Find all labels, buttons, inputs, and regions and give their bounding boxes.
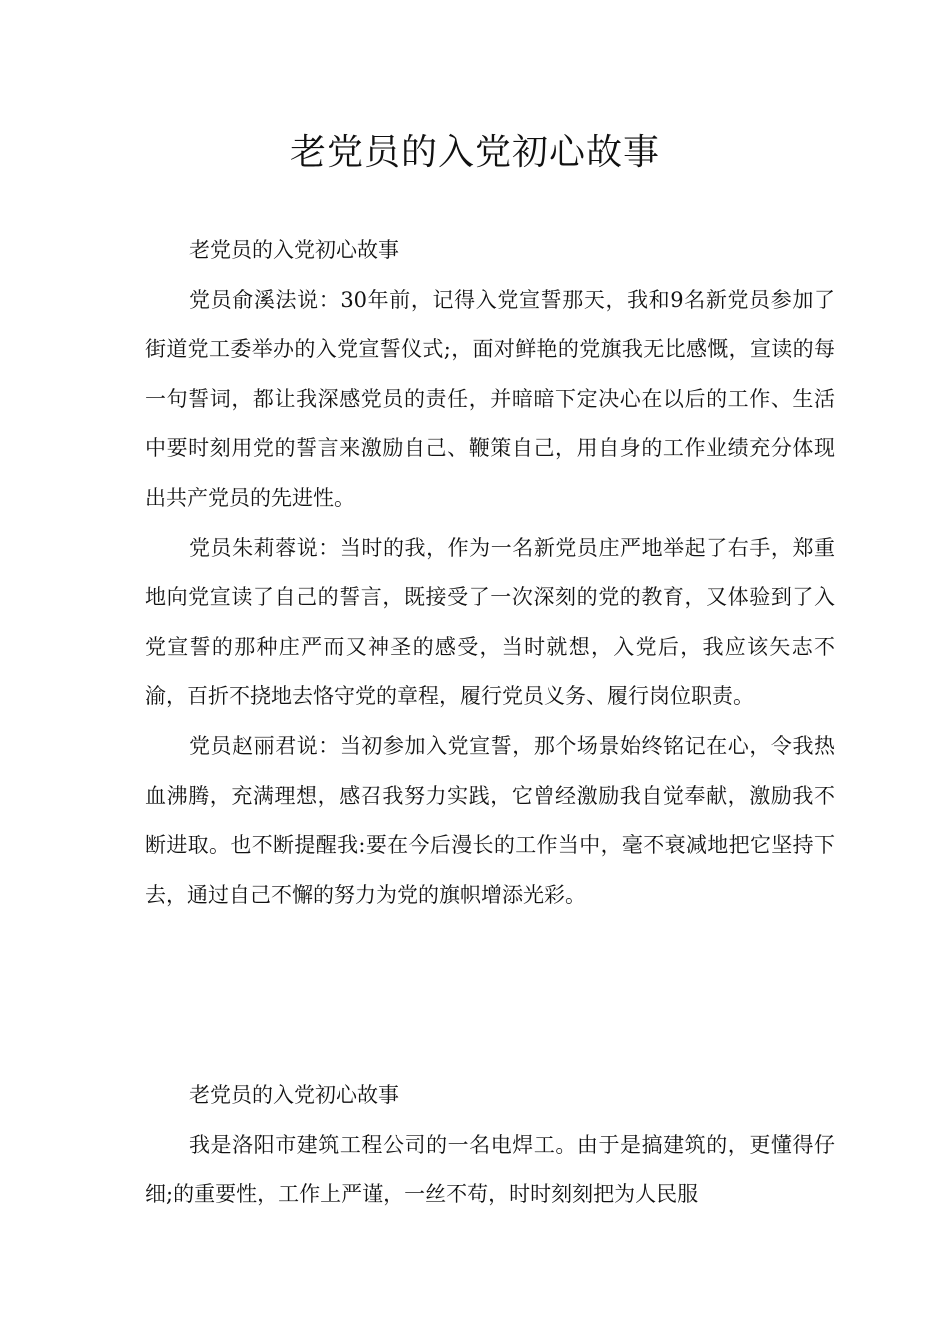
paragraph-zhao-lijun: 党员赵丽君说：当初参加入党宣誓，那个场景始终铭记在心，令我热血沸腾，充满理想，感召我努力实践，它曾经激励我自觉奉献，激励我不断进取。也不断提醒我:要在今后漫长的工作当中，毫不衰减地把它坚持下去，通过自己不懈的努力为党的旗帜增添光彩。 <box>145 733 835 907</box>
document-title: 老党员的入党初心故事 <box>289 132 660 173</box>
paragraph-welder: 我是洛阳市建筑工程公司的一名电焊工。由于是搞建筑的，更懂得仔细;的重要性，工作上严谨，一丝不苟，时时刻刻把为人民服 <box>145 1132 835 1207</box>
section-heading: 老党员的入党初心故事 <box>189 1083 399 1107</box>
paragraph-yu-xifa: 党员俞溪法说：30年前，记得入党宣誓那天，我和9名新党员参加了街道党工委举办的入党宣誓仪式;，面对鲜艳的党旗我无比感慨，宣读的每一句誓词，都让我深感党员的责任，并暗暗下定决心在以后的工作、生活中要时刻用党的誓言来激励自己、鞭策自己，用自身的工作业绩充分体现出共产党员的先进性。 <box>145 287 835 510</box>
story-section-2 <box>145 1071 835 1220</box>
section-heading: 老党员的入党初心故事 <box>189 238 399 262</box>
paragraph-zhu-lirong: 党员朱莉蓉说：当时的我，作为一名新党员庄严地举起了右手，郑重地向党宣读了自己的誓言，既接受了一次深刻的党的教育，又体验到了入党宣誓的那种庄严而又神圣的感受，当时就想，入党后，我应该矢志不渝，百折不挠地去恪守党的章程，履行党员义务、履行岗位职责。 <box>145 535 835 709</box>
story-section-1 <box>145 226 835 920</box>
